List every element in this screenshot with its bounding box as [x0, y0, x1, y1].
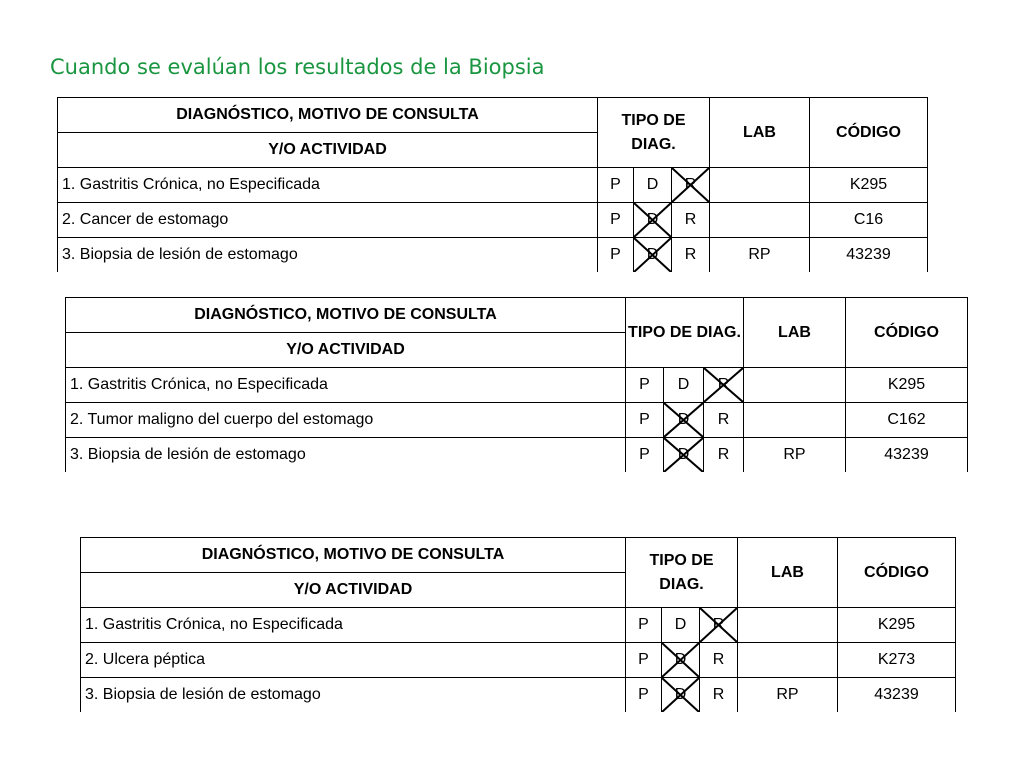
header-tipo-diag: TIPO DE DIAG. [626, 538, 738, 608]
header-actividad: Y/O ACTIVIDAD [58, 133, 598, 168]
lab-value [744, 403, 846, 438]
type-letter: R [684, 176, 697, 193]
diagnosis-table [80, 537, 956, 712]
table-header-row [81, 538, 956, 573]
type-letter: D [677, 411, 690, 428]
header-lab: LAB [744, 298, 846, 368]
type-d [662, 678, 700, 713]
type-letter: P [610, 246, 621, 263]
type-d [664, 438, 704, 473]
codigo-value: K295 [810, 168, 928, 203]
type-letter: D [646, 211, 659, 228]
type-r [672, 203, 710, 238]
type-r [704, 438, 744, 473]
type-d [634, 238, 672, 273]
lab-value: RP [710, 238, 810, 273]
type-letter: P [639, 376, 650, 393]
diagnosis-description: 2. Ulcera péptica [81, 643, 626, 678]
header-lab: LAB [738, 538, 838, 608]
type-p [626, 438, 664, 473]
type-letter: R [684, 211, 697, 228]
codigo-value: C162 [846, 403, 968, 438]
codigo-value: K295 [846, 368, 968, 403]
type-letter: D [674, 686, 687, 703]
lab-value [738, 608, 838, 643]
type-r [672, 238, 710, 273]
type-r [704, 368, 744, 403]
type-d [664, 403, 704, 438]
diagnosis-description: 1. Gastritis Crónica, no Especificada [66, 368, 626, 403]
lab-value [744, 368, 846, 403]
page-title: Cuando se evalúan los resultados de la Biopsia [50, 55, 545, 79]
type-d [634, 203, 672, 238]
table-row [58, 238, 928, 273]
diagnosis-description: 1. Gastritis Crónica, no Especificada [81, 608, 626, 643]
diagnosis-description: 2. Tumor maligno del cuerpo del estomago [66, 403, 626, 438]
type-p [598, 168, 634, 203]
codigo-value: 43239 [810, 238, 928, 273]
type-r [700, 608, 738, 643]
header-diagnostico: DIAGNÓSTICO, MOTIVO DE CONSULTA [58, 98, 598, 133]
diagnosis-description: 3. Biopsia de lesión de estomago [58, 238, 598, 273]
type-letter: P [638, 651, 649, 668]
header-codigo: CÓDIGO [838, 538, 956, 608]
type-r [704, 403, 744, 438]
table-row [81, 678, 956, 713]
table-header-row [58, 98, 928, 133]
type-letter: R [712, 616, 725, 633]
type-letter: D [677, 376, 690, 393]
type-letter: R [712, 651, 725, 668]
diagnosis-description: 3. Biopsia de lesión de estomago [66, 438, 626, 473]
diagnosis-description: 2. Cancer de estomago [58, 203, 598, 238]
type-d [662, 608, 700, 643]
header-actividad: Y/O ACTIVIDAD [66, 333, 626, 368]
type-d [664, 368, 704, 403]
type-letter: D [674, 616, 687, 633]
type-p [626, 368, 664, 403]
table-row [58, 168, 928, 203]
type-letter: P [610, 211, 621, 228]
codigo-value: 43239 [838, 678, 956, 713]
type-letter: D [677, 446, 690, 463]
lab-value: RP [744, 438, 846, 473]
header-tipo-diag: TIPO DE DIAG. [626, 298, 744, 368]
type-letter: P [638, 686, 649, 703]
lab-value [738, 643, 838, 678]
header-tipo-diag: TIPO DE DIAG. [598, 98, 710, 168]
type-letter: R [712, 686, 725, 703]
type-letter: D [646, 176, 659, 193]
type-r [700, 643, 738, 678]
lab-value [710, 168, 810, 203]
table-row [66, 368, 968, 403]
codigo-value: K295 [838, 608, 956, 643]
table-row [66, 438, 968, 473]
diagnosis-table [57, 97, 928, 272]
type-letter: P [638, 616, 649, 633]
table-row [58, 203, 928, 238]
type-r [672, 168, 710, 203]
type-d [634, 168, 672, 203]
type-letter: P [639, 411, 650, 428]
type-p [626, 608, 662, 643]
table-header-row [66, 298, 968, 333]
header-lab: LAB [710, 98, 810, 168]
header-codigo: CÓDIGO [810, 98, 928, 168]
type-p [598, 238, 634, 273]
type-letter: P [610, 176, 621, 193]
diagnosis-table [65, 297, 968, 472]
type-letter: P [639, 446, 650, 463]
type-letter: D [674, 651, 687, 668]
type-letter: R [717, 411, 730, 428]
type-p [626, 403, 664, 438]
type-d [662, 643, 700, 678]
table-row [81, 608, 956, 643]
type-p [626, 678, 662, 713]
diagnosis-description: 3. Biopsia de lesión de estomago [81, 678, 626, 713]
type-letter: R [717, 376, 730, 393]
header-diagnostico: DIAGNÓSTICO, MOTIVO DE CONSULTA [66, 298, 626, 333]
type-letter: R [684, 246, 697, 263]
type-p [626, 643, 662, 678]
header-diagnostico: DIAGNÓSTICO, MOTIVO DE CONSULTA [81, 538, 626, 573]
diagnosis-description: 1. Gastritis Crónica, no Especificada [58, 168, 598, 203]
header-actividad: Y/O ACTIVIDAD [81, 573, 626, 608]
table-row [66, 403, 968, 438]
type-letter: D [646, 246, 659, 263]
type-letter: R [717, 446, 730, 463]
lab-value [710, 203, 810, 238]
header-codigo: CÓDIGO [846, 298, 968, 368]
codigo-value: 43239 [846, 438, 968, 473]
type-r [700, 678, 738, 713]
type-p [598, 203, 634, 238]
codigo-value: C16 [810, 203, 928, 238]
codigo-value: K273 [838, 643, 956, 678]
lab-value: RP [738, 678, 838, 713]
table-row [81, 643, 956, 678]
